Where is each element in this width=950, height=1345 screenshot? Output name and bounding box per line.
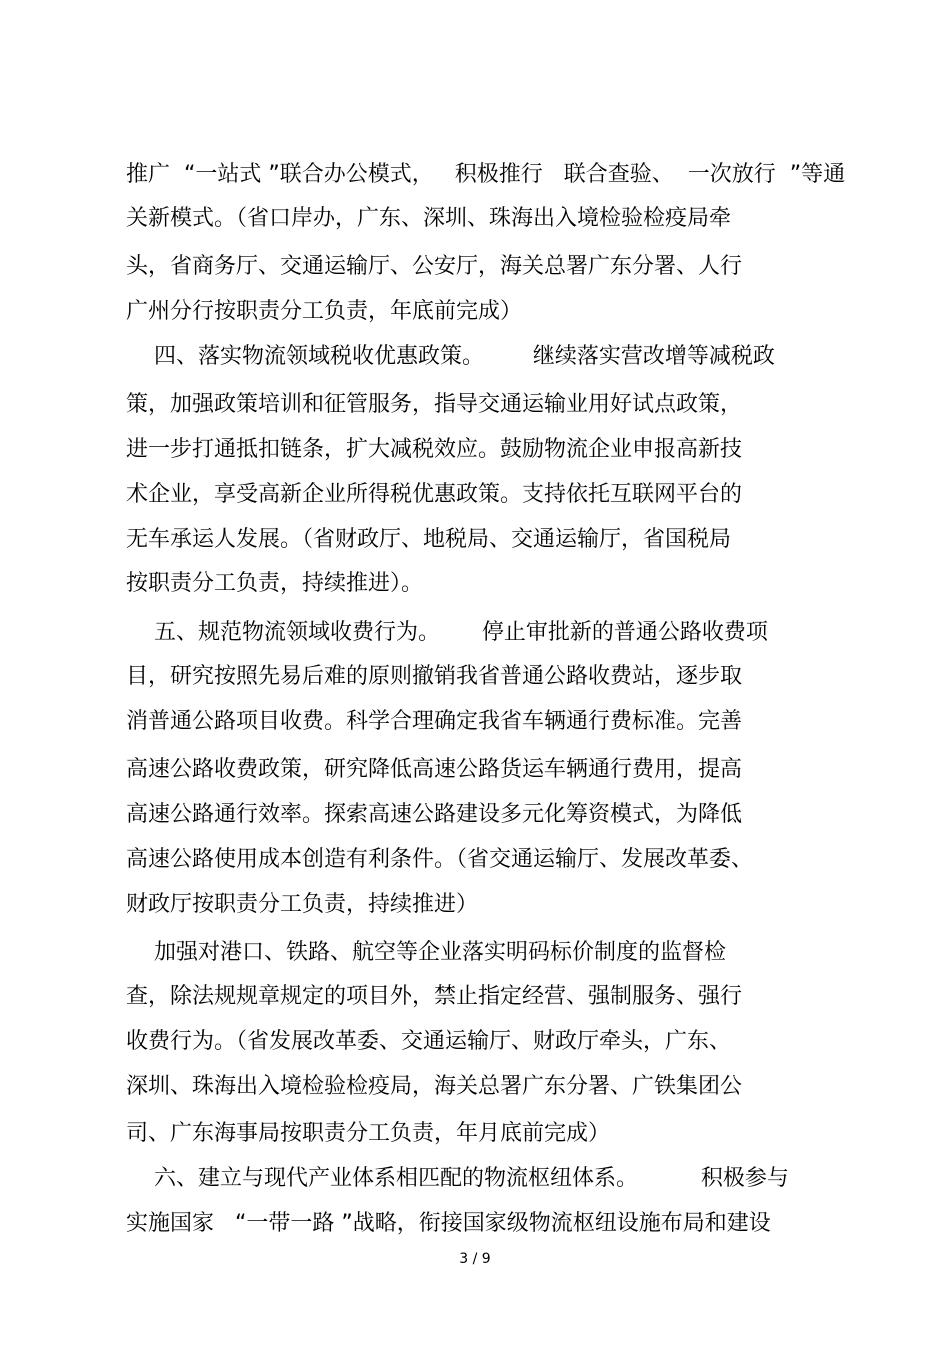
- page-number: 3 / 9: [459, 1251, 491, 1267]
- text-line: 术企业，享受高新企业所得税优惠政策。支持依托互联网平台的: [126, 482, 743, 507]
- text-line: 无车承运人发展。（省财政厅、地税局、交通运输厅，省国税局: [126, 527, 732, 552]
- text-line: 财政厅按职责分工负责，持续推进）: [126, 892, 479, 917]
- text-line: 消普通公路项目收费。科学合理确定我省车辆通行费标准。完善: [126, 709, 743, 734]
- text-line: 查，除法规规章规定的项目外，禁止指定经营、强制服务、强行: [126, 984, 743, 1009]
- text-line: 策，加强政策培训和征管服务，指导交通运输业用好试点政策，: [126, 392, 743, 417]
- text-line: 高速公路收费政策，研究降低高速公路货运车辆通行费用，提高: [126, 757, 743, 782]
- text-line: 司、广东海事局按职责分工负责，年月底前完成）: [126, 1121, 611, 1146]
- text-line: 加强对港口、铁路、航空等企业落实明码标价制度的监督检: [126, 940, 726, 965]
- text-line: 目，研究按照先易后难的原则撤销我省普通公路收费站，逐步取: [126, 664, 743, 689]
- text-line: 关新模式。（省口岸办，广东、深圳、珠海出入境检验检疫局牵: [126, 206, 732, 231]
- text-line: 高速公路通行效率。探索高速公路建设多元化筹资模式，为降低: [126, 802, 743, 827]
- text-line: 高速公路使用成本创造有利条件。（省交通运输厅、发展改革委、: [126, 847, 754, 872]
- text-line: 推广 “一站式 ”联合办公模式， 积极推行 联合查验、 一次放行 ”等通: [126, 162, 846, 187]
- text-line: 进一步打通抵扣链条，扩大减税效应。鼓励物流企业申报高新技: [126, 437, 743, 462]
- text-line: 广州分行按职责分工负责，年底前完成）: [126, 299, 523, 324]
- text-line: 四、落实物流领域税收优惠政策。 继续落实营改增等减税政: [126, 344, 775, 369]
- text-line: 深圳、珠海出入境检验检疫局，海关总署广东分署、广铁集团公: [126, 1074, 743, 1099]
- text-line: 按职责分工负责，持续推进）。: [126, 571, 424, 596]
- text-line: 实施国家 “一带一路 ”战略，衔接国家级物流枢纽设施布局和建设: [126, 1211, 771, 1236]
- text-line: 收费行为。（省发展改革委、交通运输厅、财政厅牵头，广东、: [126, 1029, 732, 1054]
- text-line: 头，省商务厅、交通运输厅、公安厅，海关总署广东分署、人行: [126, 254, 743, 279]
- text-line: 五、规范物流领域收费行为。 停止审批新的普通公路收费项: [126, 620, 768, 645]
- text-line: 六、建立与现代产业体系相匹配的物流枢纽体系。 积极参与: [126, 1166, 789, 1191]
